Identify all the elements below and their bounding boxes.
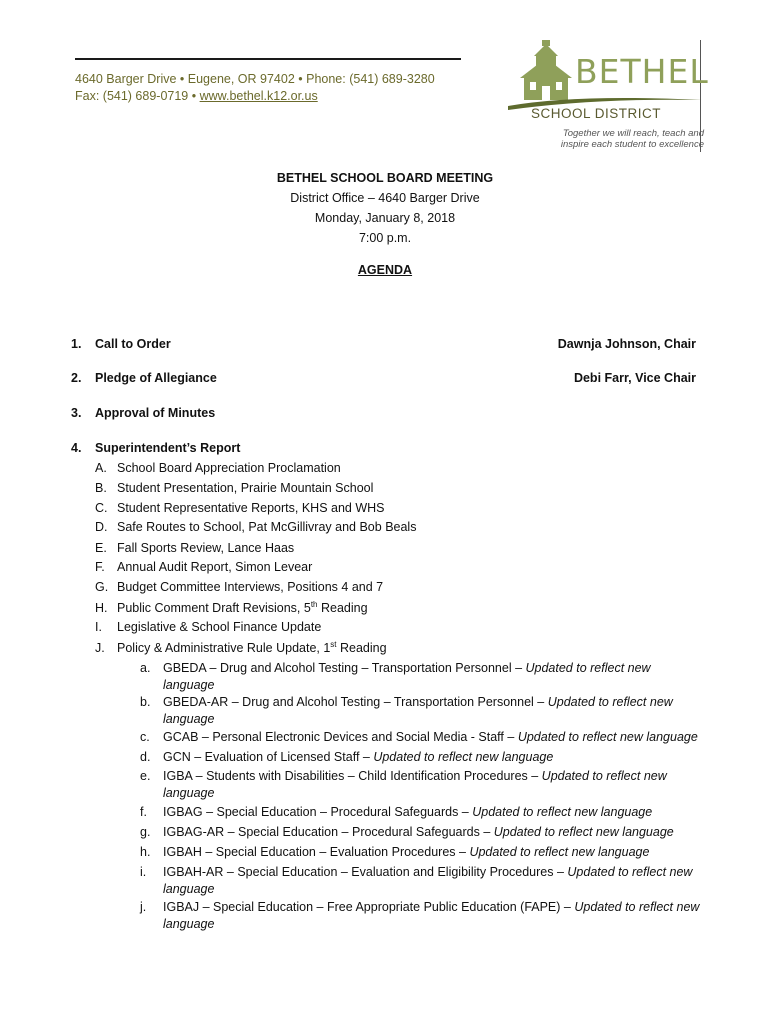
report-item: A. School Board Appreciation Proclamation <box>95 461 341 475</box>
fax-line <box>75 89 318 103</box>
vice-chair-name: Debi Farr, Vice Chair <box>573 371 696 385</box>
policy-item: c. GCAB – Personal Electronic Devices and Social Media - Staff – Updated to reflect new language <box>140 730 698 744</box>
policy-item: b. GBEDA-AR – Drug and Alcohol Testing – Transportation Personnel – Updated to reflect new language <box>140 695 673 726</box>
report-item: E. Fall Sports Review, Lance Haas <box>95 541 295 555</box>
logo-tagline <box>524 128 704 150</box>
bethel-logo <box>506 36 709 154</box>
report-item: D. Safe Routes to School, Pat McGillivray and Bob Beals <box>95 520 417 534</box>
address-line: 4640 Barger Drive • Eugene, OR 97402 • Phone: (541) 689-3280 <box>75 72 435 86</box>
meeting-time: 7:00 p.m. <box>358 231 412 245</box>
report-item: F. Annual Audit Report, Simon Levear <box>95 560 313 574</box>
tagline-line1: Together we will reach, teach and <box>562 128 704 139</box>
policy-item: f. IGBAG – Special Education – Procedural Safeguards – Updated to reflect new language <box>140 805 653 819</box>
agenda-heading: AGENDA <box>357 263 413 277</box>
policy-item: h. IGBAH – Special Education – Evaluation Procedures – Updated to reflect new language <box>140 845 650 859</box>
report-item: H. Public Comment Draft Revisions, 5th Reading <box>95 600 368 616</box>
report-item: J. Policy & Administrative Rule Update, 1st Reading <box>95 640 387 656</box>
website-link[interactable]: www.bethel.k12.or.us <box>199 89 318 103</box>
agenda-item-1: 1. Call to Order <box>71 337 171 351</box>
policy-item: i. IGBAH-AR – Special Education – Evaluation and Eligibility Procedures – Updated to reflect new language <box>140 865 693 896</box>
policy-item: g. IGBAG-AR – Special Education – Procedural Safeguards – Updated to reflect new language <box>140 825 674 839</box>
logo-subtitle: SCHOOL DISTRICT <box>531 106 662 121</box>
agenda-item-3: 3. Approval of Minutes <box>71 406 216 420</box>
meeting-header <box>0 168 770 248</box>
agenda-item-2: 2. Pledge of Allegiance <box>71 371 217 385</box>
meeting-date: Monday, January 8, 2018 <box>314 211 456 225</box>
meeting-location: District Office – 4640 Barger Drive <box>290 191 480 205</box>
report-item: C. Student Representative Reports, KHS and WHS <box>95 501 385 515</box>
policy-item: e. IGBA – Students with Disabilities – Child Identification Procedures – Updated to reflect new language <box>140 769 667 800</box>
report-item: G. Budget Committee Interviews, Positions 4 and 7 <box>95 580 384 594</box>
policy-item: j. IGBAJ – Special Education – Free Appropriate Public Education (FAPE) – Updated to reflect new language <box>140 900 700 931</box>
tagline-line2: inspire each student to excellence <box>560 139 704 150</box>
report-item: B. Student Presentation, Prairie Mountain School <box>95 481 374 495</box>
report-item: I. Legislative & School Finance Update <box>95 620 322 634</box>
policy-item: d. GCN – Evaluation of Licensed Staff – Updated to reflect new language <box>140 750 554 764</box>
logo-wordmark: BETHEL <box>575 52 709 91</box>
fax-text: Fax: (541) 689-0719 • <box>75 89 200 103</box>
chair-name: Dawnja Johnson, Chair <box>557 337 696 351</box>
policy-item: a. GBEDA – Drug and Alcohol Testing – Transportation Personnel – Updated to reflect new language <box>140 661 651 692</box>
meeting-title: BETHEL SCHOOL BOARD MEETING <box>276 171 494 185</box>
agenda-item-4: 4. Superintendent’s Report <box>71 441 241 455</box>
header-rule <box>75 58 461 60</box>
